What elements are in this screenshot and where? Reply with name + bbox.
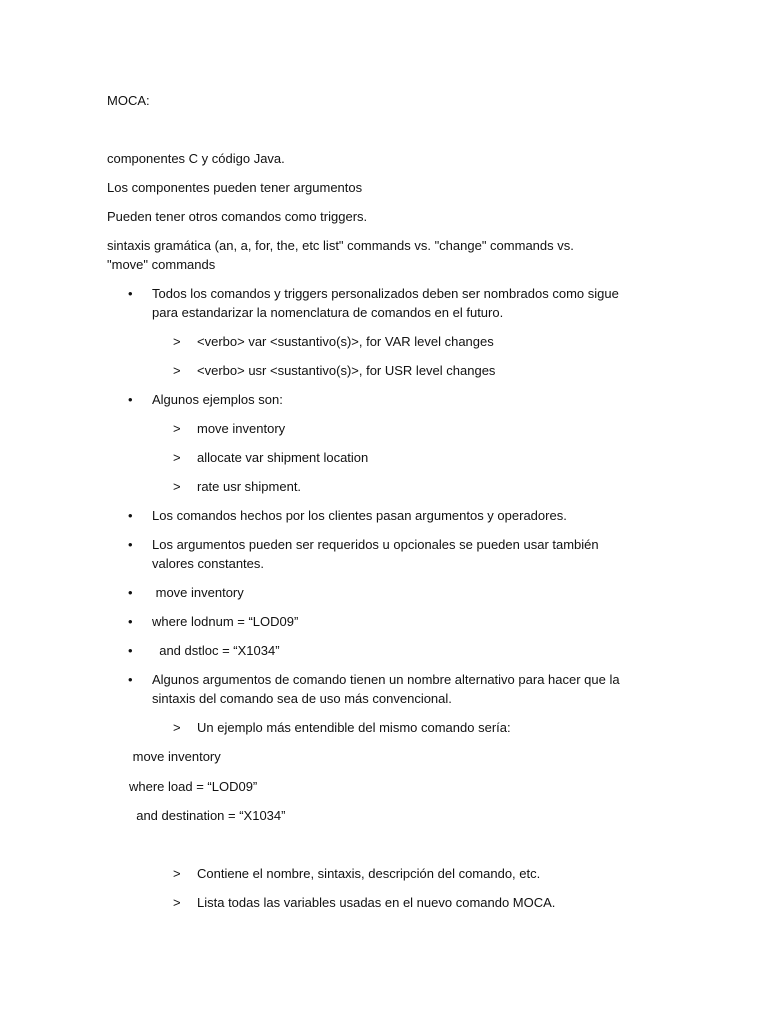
- example-line: move inventory: [129, 749, 221, 764]
- list-item: move inventory: [152, 585, 244, 600]
- arrow-icon: >: [173, 866, 181, 881]
- list-item: where lodnum = “LOD09”: [152, 614, 299, 629]
- sub-list-item: <verbo> var <sustantivo(s)>, for VAR level changes: [197, 334, 494, 349]
- example-line: and destination = “X1034”: [129, 808, 286, 823]
- list-item: and dstloc = “X1034”: [152, 643, 280, 658]
- list-item: Los comandos hechos por los clientes pasan argumentos y operadores.: [152, 508, 567, 523]
- paragraph: sintaxis gramática (an, a, for, the, etc list" commands vs. "change" commands vs. "move" commands: [107, 238, 574, 272]
- sub-list-item: <verbo> usr <sustantivo(s)>, for USR level changes: [197, 363, 496, 378]
- arrow-icon: >: [173, 450, 181, 465]
- document-heading: MOCA:: [107, 93, 150, 108]
- bullet-icon: •: [128, 392, 133, 407]
- list-item: Todos los comandos y triggers personalizados deben ser nombrados como sigue para estandarizar la nomenclatura de comandos en el futuro.: [152, 286, 619, 320]
- bullet-icon: •: [128, 672, 133, 687]
- paragraph: Los componentes pueden tener argumentos: [107, 180, 363, 195]
- arrow-icon: >: [173, 895, 181, 910]
- bullet-icon: •: [128, 614, 133, 629]
- paragraph: Pueden tener otros comandos como triggers.: [107, 209, 368, 224]
- bullet-icon: •: [128, 537, 133, 552]
- list-item: Algunos argumentos de comando tienen un nombre alternativo para hacer que la sintaxis del comando sea de uso más convencional.: [152, 672, 620, 706]
- sub-list-item: rate usr shipment.: [197, 479, 302, 494]
- paragraph: componentes C y código Java.: [107, 151, 285, 166]
- sub-list-item: move inventory: [197, 421, 286, 436]
- sub-list-item: Contiene el nombre, sintaxis, descripción del comando, etc.: [197, 866, 541, 881]
- sub-list-item: allocate var shipment location: [197, 450, 369, 465]
- sub-list-item: Lista todas las variables usadas en el nuevo comando MOCA.: [197, 895, 556, 910]
- list-item: Algunos ejemplos son:: [152, 392, 283, 407]
- list-item: Los argumentos pueden ser requeridos u opcionales se pueden usar también valores constantes.: [152, 537, 599, 571]
- arrow-icon: >: [173, 334, 181, 349]
- example-line: where load = “LOD09”: [129, 779, 258, 794]
- arrow-icon: >: [173, 720, 181, 735]
- arrow-icon: >: [173, 421, 181, 436]
- bullet-icon: •: [128, 585, 133, 600]
- bullet-icon: •: [128, 508, 133, 523]
- bullet-icon: •: [128, 643, 133, 658]
- bullet-icon: •: [128, 286, 133, 301]
- sub-list-item: Un ejemplo más entendible del mismo comando sería:: [197, 720, 511, 735]
- arrow-icon: >: [173, 479, 181, 494]
- arrow-icon: >: [173, 363, 181, 378]
